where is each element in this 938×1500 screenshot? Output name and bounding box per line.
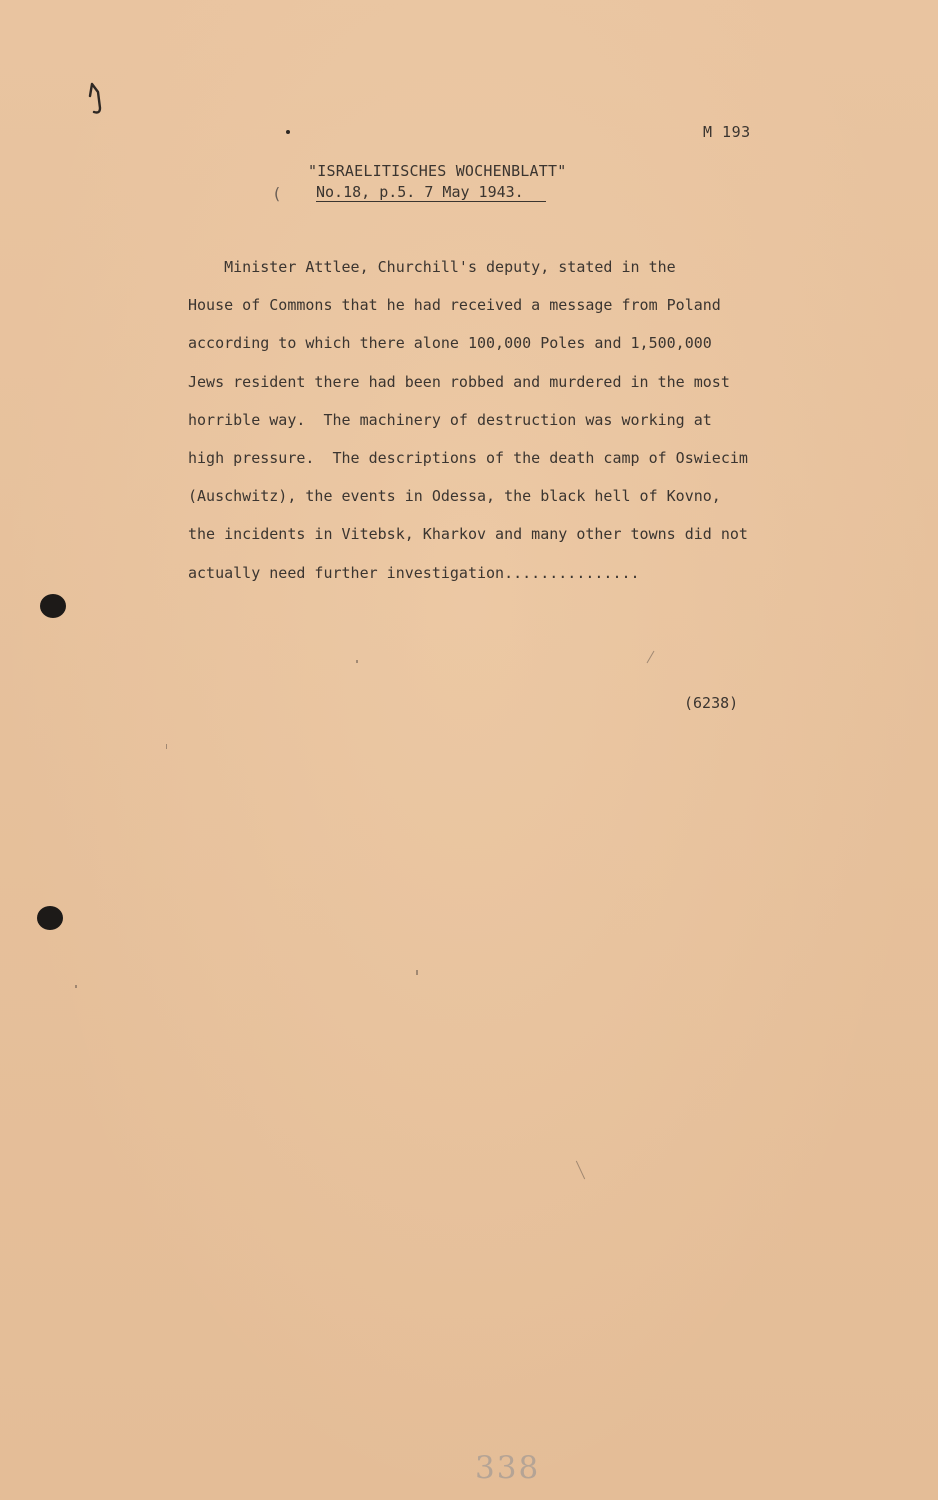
margin-mark: ( (272, 184, 282, 203)
paragraph-line: according to which there alone 100,000 Poles and 1,500,000 (188, 334, 712, 353)
handwritten-corner-mark (86, 82, 110, 116)
body-paragraph (188, 256, 828, 600)
paper-speck (75, 985, 77, 988)
paragraph-line: horrible way. The machinery of destruction was working at (188, 410, 712, 429)
paragraph-line: actually need further investigation............... (188, 563, 640, 582)
ink-dot (286, 130, 290, 134)
punch-hole-bottom (37, 906, 63, 930)
paper-speck (416, 970, 418, 975)
punch-hole-top (40, 594, 66, 618)
paragraph-line: the incidents in Vitebsk, Kharkov and many other towns did not (188, 525, 748, 544)
handwritten-page-number: 338 (475, 1450, 541, 1486)
paper-speck (356, 660, 358, 663)
source-subheading: No.18, p.5. 7 May 1943. (316, 184, 546, 202)
footer-code: (6238) (684, 694, 739, 712)
document-reference: M 193 (703, 123, 751, 141)
paper-speck (576, 1161, 585, 1180)
paragraph-line: high pressure. The descriptions of the death camp of Oswiecim (188, 448, 748, 467)
paragraph-line: Jews resident there had been robbed and murdered in the most (188, 372, 730, 391)
paper-speck (647, 651, 655, 664)
source-heading: "ISRAELITISCHES WOCHENBLATT" (308, 162, 567, 180)
paragraph-line: Minister Attlee, Churchill's deputy, stated in the (188, 258, 676, 276)
paragraph-line: (Auschwitz), the events in Odessa, the black hell of Kovno, (188, 487, 721, 506)
paper-speck (166, 744, 167, 749)
paragraph-line: House of Commons that he had received a message from Poland (188, 296, 721, 315)
